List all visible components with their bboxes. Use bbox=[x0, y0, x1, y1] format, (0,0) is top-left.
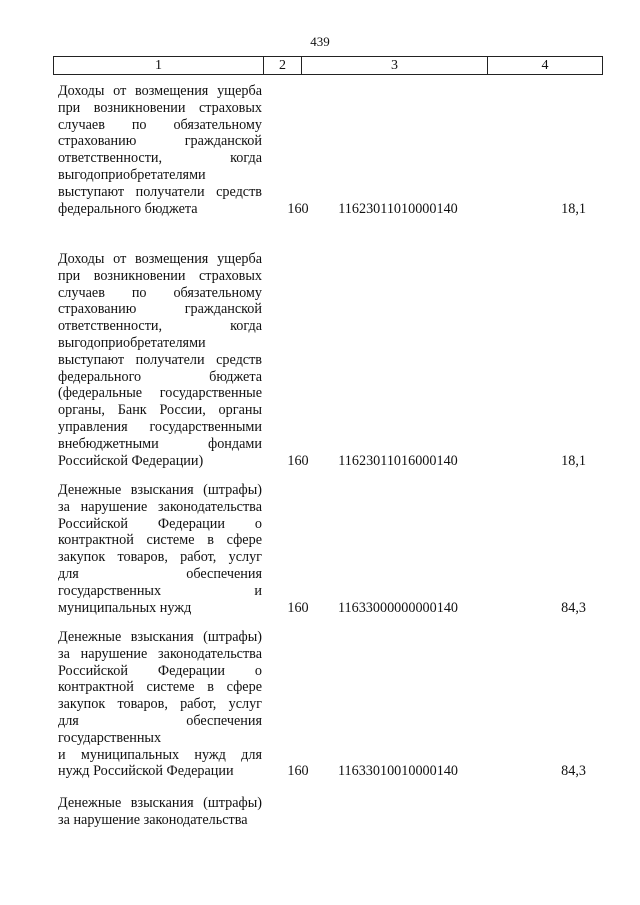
row-col2-value: 160 bbox=[287, 200, 309, 217]
description-line: управления государственными bbox=[58, 418, 262, 435]
description-line: ответственности, когда bbox=[58, 150, 262, 167]
row-col3-value: 11633010010000140 bbox=[337, 763, 459, 780]
description-line: внебюджетными фондами bbox=[58, 435, 262, 452]
description-line: для обеспечения bbox=[58, 565, 262, 582]
row-col2-value: 160 bbox=[287, 763, 309, 780]
description-line: Доходы от возмещения ущерба bbox=[58, 251, 262, 267]
column-number-header bbox=[53, 56, 603, 75]
row-col4-value: 18,1 bbox=[561, 452, 586, 469]
row-description bbox=[58, 83, 262, 217]
description-line: контрактной системе в сфере bbox=[58, 679, 262, 696]
row-col4-value: 84,3 bbox=[561, 599, 586, 616]
description-line: для обеспечения bbox=[58, 712, 262, 729]
column-3-header: 3 bbox=[302, 57, 488, 75]
description-line: Российской Федерации о bbox=[58, 662, 262, 679]
description-line: закупок товаров, работ, услуг bbox=[58, 549, 262, 566]
description-line: за нарушение законодательства bbox=[58, 498, 262, 515]
column-4-header: 4 bbox=[488, 57, 603, 75]
description-line: выступают получатели средств bbox=[58, 351, 262, 368]
description-line: контрактной системе в сфере bbox=[58, 532, 262, 549]
row-description bbox=[58, 795, 262, 829]
description-line: Денежные взыскания (штрафы) bbox=[58, 482, 262, 498]
description-line: Денежные взыскания (штрафы) bbox=[58, 795, 262, 811]
description-line: федерального бюджета bbox=[58, 368, 262, 385]
row-col3-value: 11623011016000140 bbox=[338, 452, 458, 469]
row-description bbox=[58, 629, 262, 780]
description-line: Российской Федерации) bbox=[58, 452, 204, 469]
description-line: случаев по обязательному bbox=[58, 284, 262, 301]
row-col4-value: 84,3 bbox=[561, 763, 586, 780]
description-line: Российской Федерации о bbox=[58, 515, 262, 532]
description-line: выгодоприобретателями bbox=[58, 334, 206, 351]
row-description bbox=[58, 482, 262, 616]
row-col2-value: 160 bbox=[287, 599, 309, 616]
description-line: органы, Банк России, органы bbox=[58, 402, 262, 419]
description-line: Денежные взыскания (штрафы) bbox=[58, 629, 262, 645]
description-line: нужд Российской Федерации bbox=[58, 763, 234, 780]
row-description bbox=[58, 251, 262, 469]
row-col2-value: 160 bbox=[287, 452, 309, 469]
description-line: за нарушение законодательства bbox=[58, 645, 262, 662]
description-line: за нарушение законодательства bbox=[58, 811, 248, 828]
description-line: выгодоприобретателями bbox=[58, 166, 206, 183]
description-line: при возникновении страховых bbox=[58, 99, 262, 116]
row-col3-value: 11633000000000140 bbox=[337, 599, 459, 616]
page-number: 439 bbox=[310, 34, 330, 49]
column-2-header: 2 bbox=[264, 57, 302, 75]
row-col3-value: 11623011010000140 bbox=[338, 200, 458, 217]
column-1-header: 1 bbox=[54, 57, 264, 75]
description-line: страхованию гражданской bbox=[58, 133, 262, 150]
description-line: ответственности, когда bbox=[58, 318, 262, 335]
row-col4-value: 18,1 bbox=[561, 200, 586, 217]
description-line: случаев по обязательному bbox=[58, 116, 262, 133]
description-line: закупок товаров, работ, услуг bbox=[58, 696, 262, 713]
description-line: государственных и bbox=[58, 582, 262, 599]
description-line: федерального бюджета bbox=[58, 200, 198, 217]
description-line: (федеральные государственные bbox=[58, 385, 262, 402]
description-line: выступают получатели средств bbox=[58, 183, 262, 200]
description-line: Доходы от возмещения ущерба bbox=[58, 83, 262, 99]
description-line: страхованию гражданской bbox=[58, 301, 262, 318]
description-line: государственных bbox=[58, 729, 162, 746]
description-line: и муниципальных нужд для bbox=[58, 746, 262, 763]
description-line: муниципальных нужд bbox=[58, 599, 192, 616]
description-line: при возникновении страховых bbox=[58, 267, 262, 284]
